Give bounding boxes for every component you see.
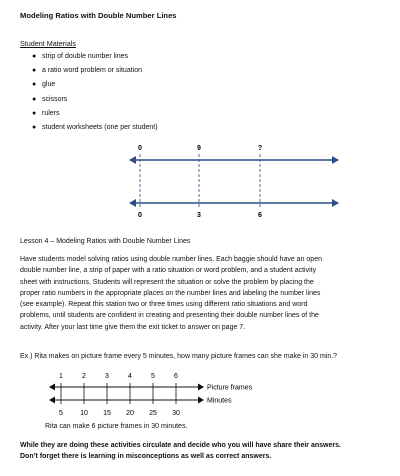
minutes-value: 30 xyxy=(172,410,180,417)
bullet-icon: ● xyxy=(32,123,37,131)
list-item-text: a ratio word problem or situation xyxy=(42,67,142,75)
picture-frames-label: Picture frames xyxy=(207,384,253,392)
minutes-label: Minutes xyxy=(207,397,232,405)
paragraph-line: activity. After your last time give them the exit ticket to answer on page 7. xyxy=(20,323,246,331)
example-caption: Rita can make 6 picture frames in 30 minutes. xyxy=(45,423,188,430)
tick-label: 0 xyxy=(138,212,142,219)
list-item-text: strip of double number lines xyxy=(42,53,128,60)
list-item-text: student worksheets (one per student) xyxy=(42,123,158,131)
bullet-icon: ● xyxy=(32,95,37,103)
minutes-value: 10 xyxy=(80,410,88,417)
bullet-icon: ● xyxy=(32,67,37,75)
bullet-icon: ● xyxy=(32,81,37,89)
frames-value: 2 xyxy=(82,373,86,380)
list-item-text: glue xyxy=(42,81,56,89)
materials-heading: Student Materials xyxy=(20,39,76,48)
example-prompt: Ex.) Rita makes on picture frame every 5 minutes, how many picture frames can she make in 30 min.? xyxy=(20,353,338,360)
minutes-value: 20 xyxy=(126,410,134,417)
closing-note xyxy=(20,440,398,463)
tick-label: 9 xyxy=(197,145,201,152)
example-ticks xyxy=(61,383,176,404)
tick-label: 0 xyxy=(138,145,142,152)
paragraph-line: Have students model solving ratios using double number lines. Each baggie should have an open xyxy=(20,256,322,263)
paragraph-line: sheet with instructions. Students will represent the situation or solve the problem by placing the xyxy=(20,278,314,286)
bullet-icon: ● xyxy=(32,109,37,117)
paragraph-line: double number line, a strip of paper with a ratio situation or word problem, and a student activity xyxy=(20,267,317,275)
tick-label: 6 xyxy=(258,212,262,219)
closing-line: Don’t forget there is learning in misconceptions as well as correct answers. xyxy=(20,453,272,461)
paragraph-line: (see example). Repeat this station two or three times using different ratio situations and word xyxy=(20,301,308,309)
list-item-text: scissors xyxy=(42,95,68,103)
bullet-icon: ● xyxy=(32,53,37,60)
frames-value: 5 xyxy=(151,373,155,380)
frames-value: 6 xyxy=(174,373,178,380)
paragraph-line: problems, until students are confident in creating and presenting their double number lines of the xyxy=(20,312,319,320)
frames-value: 1 xyxy=(59,373,63,380)
instructions-paragraph xyxy=(20,254,395,333)
frames-value: 4 xyxy=(128,373,132,380)
lesson-heading: Lesson 4 – Modeling Ratios with Double Number Lines xyxy=(20,238,191,245)
tick-label: ? xyxy=(257,145,263,152)
minutes-value: 25 xyxy=(149,410,157,417)
example-double-number-line xyxy=(50,373,253,417)
frames-value: 3 xyxy=(105,373,109,380)
minutes-value: 5 xyxy=(59,410,63,417)
list-item-text: rulers xyxy=(42,109,60,117)
minutes-value: 15 xyxy=(103,410,111,417)
paragraph-line: proper ratio numbers in the appropriate places on the number lines and labeling the number lines xyxy=(20,289,321,297)
closing-line: While they are doing these activities circulate and decide who you will have share their answers. xyxy=(20,442,341,449)
document-title: Modeling Ratios with Double Number Lines xyxy=(20,11,177,20)
tick-label: 3 xyxy=(197,212,201,219)
